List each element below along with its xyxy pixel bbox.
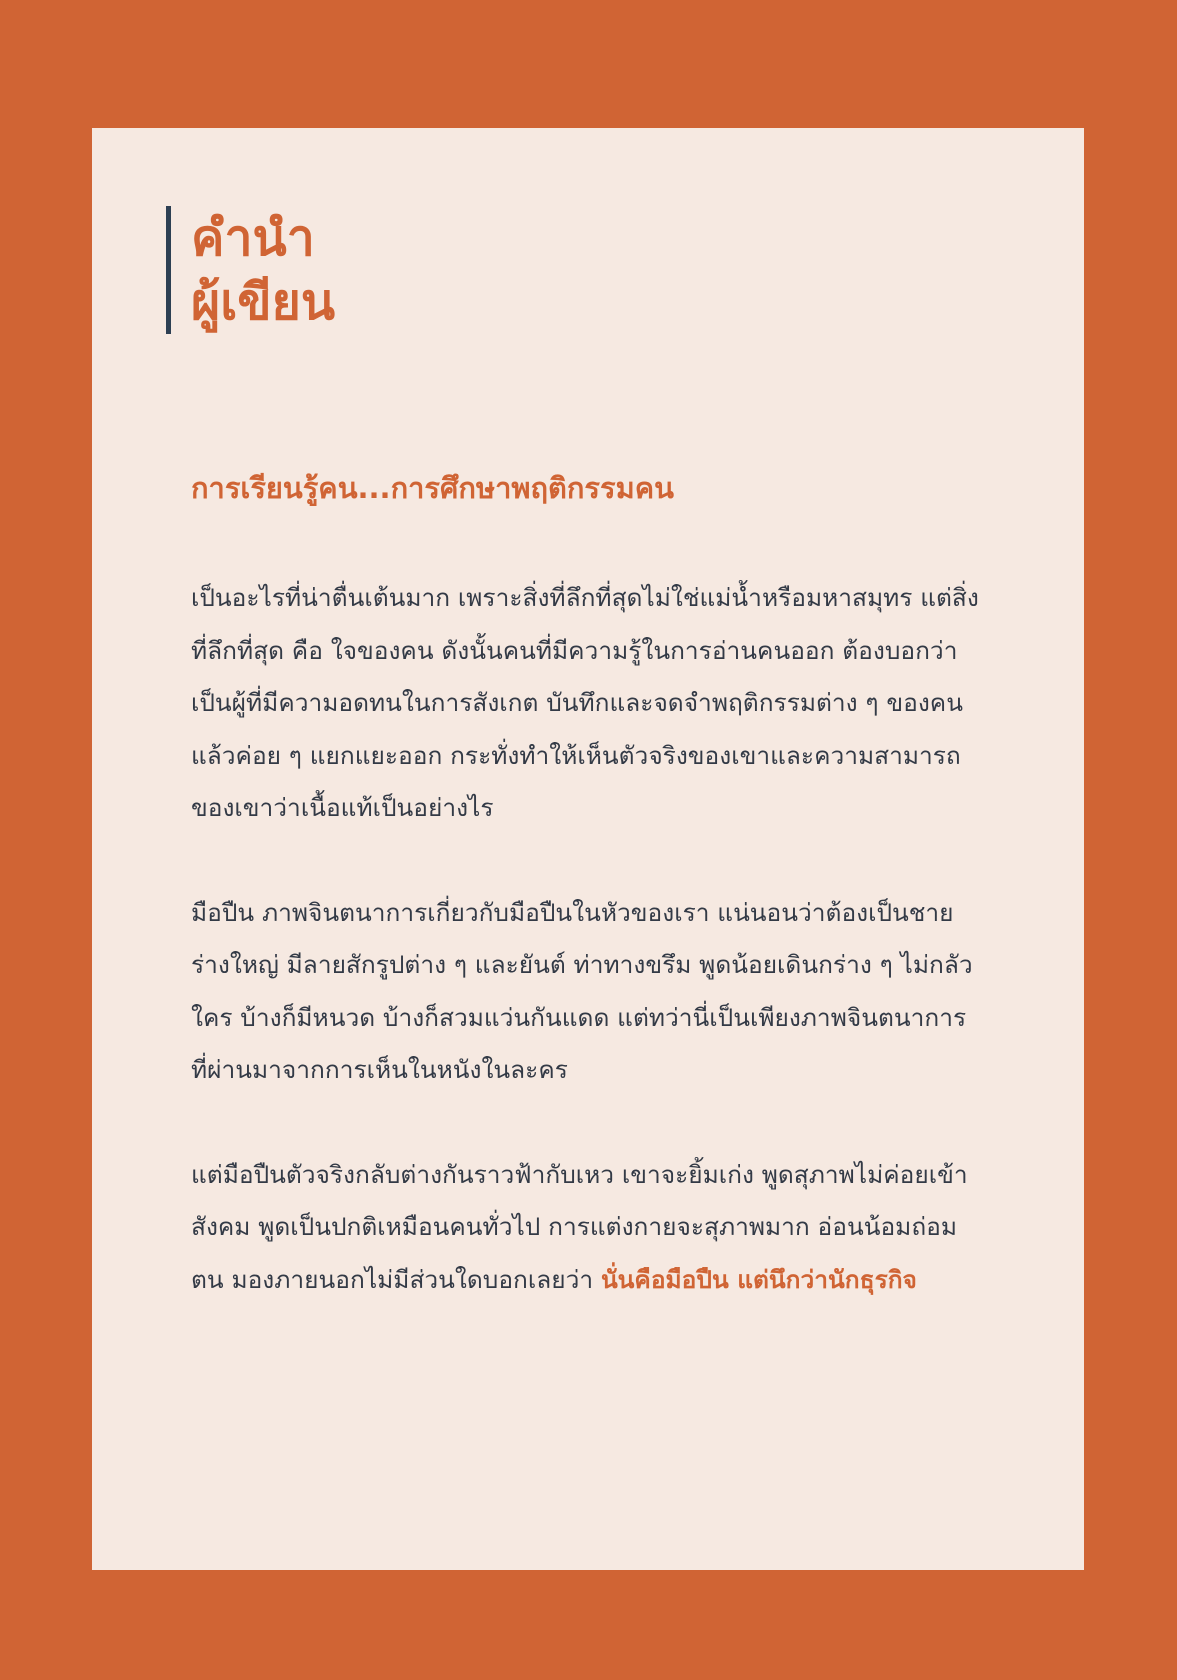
paragraph-2: มือปืน ภาพจินตนาการเกี่ยวกับมือปืนในหัวของเรา แน่นอนว่าต้องเป็นชายร่างใหญ่ มีลายสักรูปต่าง ๆ และยันต์ ท่าทางขรึม พูดน้อยเดินกร่าง ๆ ไม่กลัวใคร บ้างก็มีหนวด บ้างก็สวมแว่นกันแดด แต่ทว่านี่เป็นเพียงภาพจินตนาการที่ผ่านมาจากการเห็นในหนังในละคร [191, 897, 973, 1084]
paragraph-3-text: แต่มือปืนตัวจริงกลับต่างกันราวฟ้ากับเหว เขาจะยิ้มเก่ง พูดสุภาพไม่ค่อยเข้าสังคม พูดเป็นปกติเหมือนคนทั่วไป การแต่งกายจะสุภาพมาก อ่อนน้อมถ่อมตน มองภายนอกไม่มีส่วนใดบอกเลยว่า [191, 1159, 968, 1294]
title-line-1: คำนำ [191, 209, 315, 267]
title-line-2: ผู้เขียน [191, 273, 336, 331]
document-page [92, 128, 1084, 1570]
paragraph-1: เป็นอะไรที่น่าตื่นเต้นมาก เพราะสิ่งที่ลึกที่สุดไม่ใช่แม่น้ำหรือมหาสมุทร แต่สิ่งที่ลึกที่สุด คือ ใจของคน ดังนั้นคนที่มีความรู้ในการอ่านคนออก ต้องบอกว่าเป็นผู้ที่มีความอดทนในการสังเกต บันทึกและจดจำพฤติกรรมต่าง ๆ ของคน แล้วค่อย ๆ แยกแยะออก กระทั่งทำให้เห็นตัวจริงของเขาและความสามารถของเขาว่าเนื้อแท้เป็นอย่างไร [191, 583, 979, 822]
body-text [191, 572, 981, 1358]
section-subtitle: การเรียนรู้คน...การศึกษาพฤติกรรมคน [191, 471, 674, 505]
page-title [166, 206, 335, 334]
paragraph-3 [191, 1149, 981, 1307]
paragraph-3-highlight: นั่นคือมือปืน แต่นึกว่านักธุรกิจ [600, 1264, 917, 1294]
